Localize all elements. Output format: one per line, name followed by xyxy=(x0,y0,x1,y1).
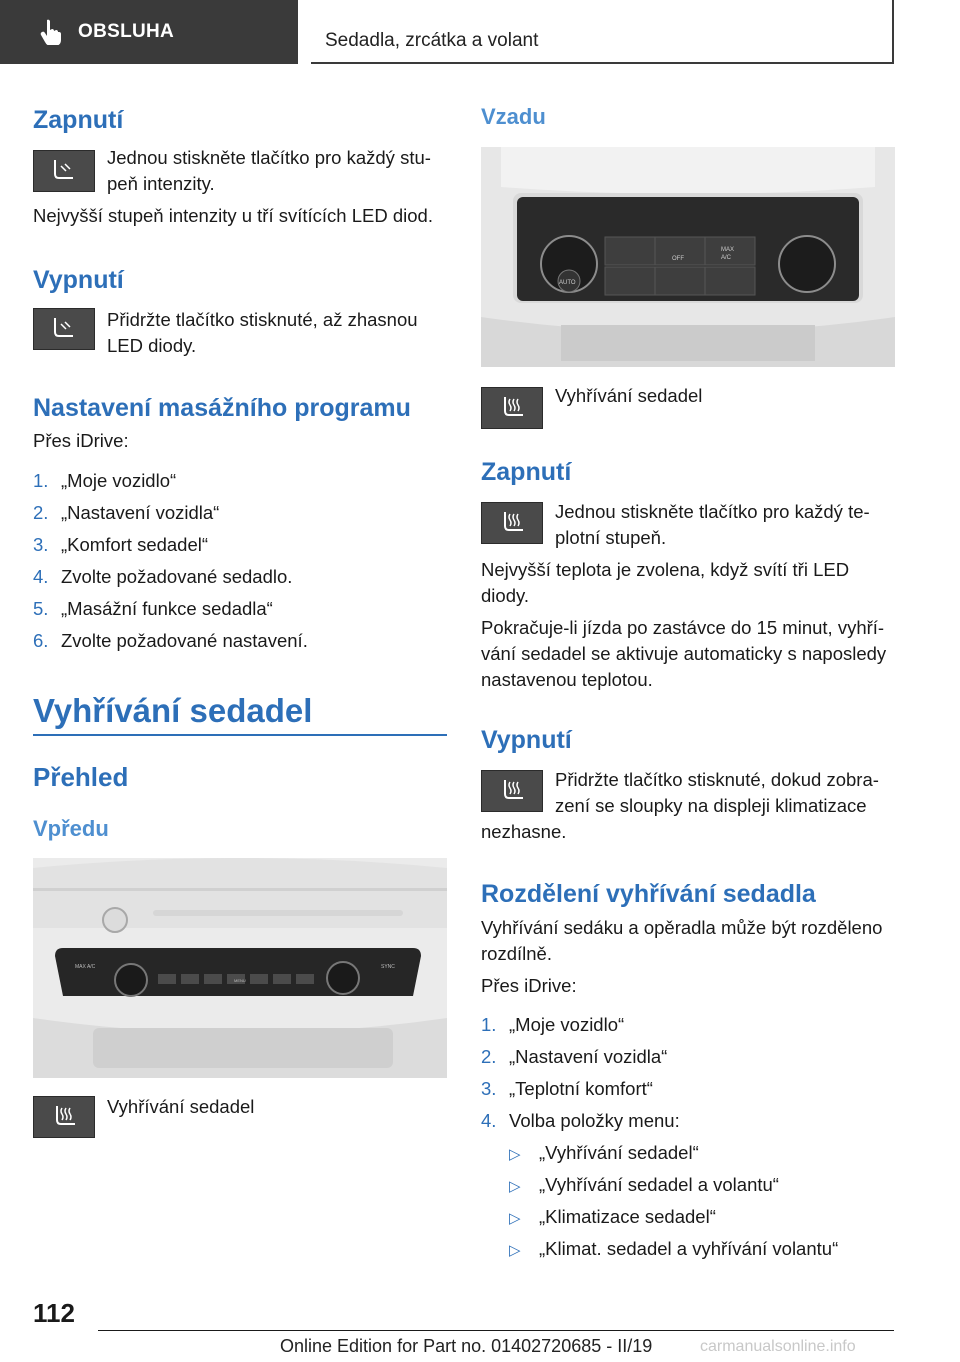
zapnuti-para: Nejvyšší stupeň intenzity u tří svítících LED diod. xyxy=(33,205,433,226)
triangle-bullet-icon: ▷ xyxy=(509,1146,521,1163)
section-label: OBSLUHA xyxy=(78,21,175,42)
heading-rule xyxy=(33,734,447,736)
heading-zapnuti-rear: Zapnutí xyxy=(481,458,572,486)
page-number: 112 xyxy=(33,1298,75,1328)
list-item: 1. „Moje vozidlo“ xyxy=(481,1014,625,1035)
rear-caption: Vyhřívání sedadel xyxy=(555,385,703,406)
footer-rule xyxy=(98,1330,894,1331)
heading-rozdeleni: Rozdělení vyhřívání sedadla xyxy=(481,880,816,908)
triangle-bullet-icon: ▷ xyxy=(509,1242,521,1259)
rozdeleni-para-b: rozdílně. xyxy=(481,943,552,964)
seat-heating-icon xyxy=(481,387,543,429)
zapnuti-rear-para2c: nastavenou teplotou. xyxy=(481,669,653,690)
heading-zapnuti: Zapnutí xyxy=(33,106,124,134)
list-item: 4. Volba položky menu: xyxy=(481,1110,680,1131)
chapter-title: Sedadla, zrcátka a volant xyxy=(325,30,539,51)
section-tab xyxy=(0,0,298,64)
vypnuti-text-1: Přidržte tlačítko stisknuté, až zhasnou xyxy=(107,309,418,330)
photo-label-menu: MENU xyxy=(234,978,246,983)
zapnuti-rear-para2a: Pokračuje-li jízda po zastávce do 15 minut, vyhří- xyxy=(481,617,885,638)
list-item: 2. „Nastavení vozidla“ xyxy=(481,1046,668,1067)
zapnuti-text-2: peň intenzity. xyxy=(107,173,215,194)
front-caption: Vyhřívání sedadel xyxy=(107,1096,255,1117)
list-item: ▷ „Vyhřívání sedadel“ xyxy=(509,1140,838,1172)
photo-label-maxac: MAX A/C xyxy=(75,964,96,970)
list-item: ▷ „Vyhřívání sedadel a volantu“ xyxy=(509,1172,838,1204)
zapnuti-rear-text-1: Jednou stiskněte tlačítko pro každý te- xyxy=(555,501,870,522)
zapnuti-rear-para1a: Nejvyšší teplota je zvolena, když svítí tři LED xyxy=(481,559,850,580)
heading-vzadu: Vzadu xyxy=(481,104,546,129)
heading-prehled: Přehled xyxy=(33,762,129,792)
vypnuti-rear-text-3: nezhasne. xyxy=(481,821,567,842)
footer-edition: Online Edition for Part no. 01402720685 - II/19 xyxy=(280,1336,653,1356)
hand-pointer-icon xyxy=(40,19,62,45)
seat-heating-icon xyxy=(33,1096,95,1138)
photo-label-max: MAX xyxy=(721,247,735,253)
front-console-photo xyxy=(33,858,447,1078)
photo-label-ac: A/C xyxy=(721,255,732,261)
list-item: ▷ „Klimat. sedadel a vyhřívání volantu“ xyxy=(509,1236,838,1268)
watermark: carmanualsonline.info xyxy=(700,1338,856,1355)
photo-label-sync: SYNC xyxy=(381,964,395,970)
photo-label-off: OFF xyxy=(672,256,684,262)
rozdeleni-intro: Přes iDrive: xyxy=(481,975,577,996)
seat-massage-button-icon xyxy=(33,308,95,350)
rozdeleni-para-a: Vyhřívání sedáku a opěradla může být rozděleno xyxy=(481,917,883,938)
list-item: 1. „Moje vozidlo“ xyxy=(33,470,177,491)
heading-vypnuti: Vypnutí xyxy=(33,266,124,294)
chapter-box xyxy=(311,0,894,64)
list-item: 3. „Teplotní komfort“ xyxy=(481,1078,653,1099)
list-item: 5. „Masážní funkce sedadla“ xyxy=(33,598,273,619)
masaz-steps xyxy=(33,468,308,660)
triangle-bullet-icon: ▷ xyxy=(509,1178,521,1195)
heading-vpredu: Vpředu xyxy=(33,816,109,841)
masaz-intro: Přes iDrive: xyxy=(33,430,129,451)
list-item: ▷ „Klimatizace sedadel“ xyxy=(509,1204,838,1236)
seat-heating-icon xyxy=(481,502,543,544)
vypnuti-rear-text-2: zení se sloupky na displeji klimatizace xyxy=(555,795,867,816)
seat-heating-icon xyxy=(481,770,543,812)
heading-vypnuti-rear: Vypnutí xyxy=(481,726,572,754)
vypnuti-rear-text-1: Přidržte tlačítko stisknuté, dokud zobra- xyxy=(555,769,879,790)
zapnuti-rear-para2b: vání sedadel se aktivuje automaticky s naposledy xyxy=(481,643,887,664)
list-item: 6. Zvolte požadované nastavení. xyxy=(33,630,308,651)
photo-label-auto: AUTO xyxy=(559,280,576,286)
zapnuti-rear-text-2: plotní stupeň. xyxy=(555,527,667,548)
vypnuti-text-2: LED diody. xyxy=(107,335,197,356)
zapnuti-text-1: Jednou stiskněte tlačítko pro každý stu- xyxy=(107,147,431,168)
rozdeleni-options xyxy=(509,1140,838,1268)
list-item: 2. „Nastavení vozidla“ xyxy=(33,502,220,523)
list-item: 3. „Komfort sedadel“ xyxy=(33,534,209,555)
heading-masaz: Nastavení masážního programu xyxy=(33,394,411,422)
zapnuti-rear-para1b: diody. xyxy=(481,585,529,606)
seat-massage-button-icon xyxy=(33,150,95,192)
chapter-heading: Vyhřívání sedadel xyxy=(33,692,313,729)
rear-console-photo xyxy=(481,147,895,367)
list-item: 4. Zvolte požadované sedadlo. xyxy=(33,566,293,587)
rozdeleni-steps xyxy=(481,1012,680,1140)
triangle-bullet-icon: ▷ xyxy=(509,1210,521,1227)
